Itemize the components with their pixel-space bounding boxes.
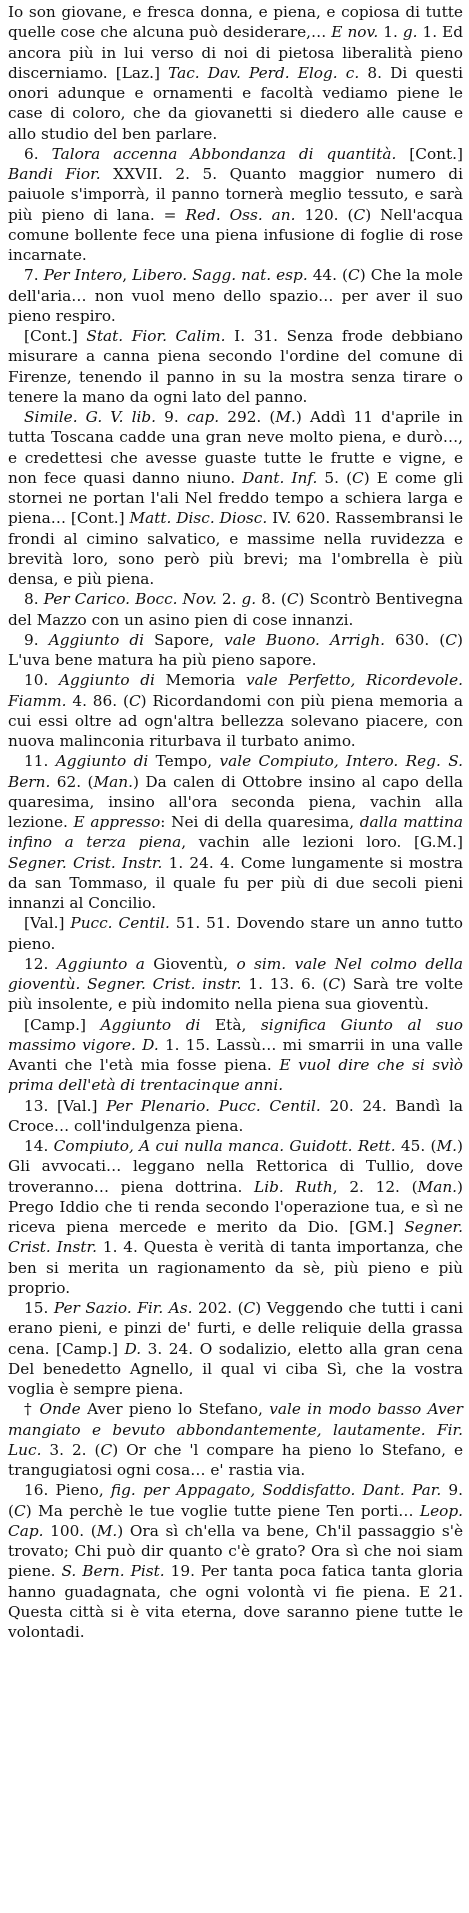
- entry-paragraph: 13. [Val.] Per Plenario. Pucc. Centil. 20. 24. Bandì la Croce… coll'indulgenza piena.: [8, 1096, 463, 1135]
- entry-paragraph: [Val.] Pucc. Centil. 51. 51. Dovendo stare un anno tutto pieno.: [8, 914, 463, 953]
- entry-paragraph: 10. Aggiunto di Memoria vale Perfetto, Ricordevole. Fiamm. 4. 86. (C) Ricordandomi con più piena memoria a cui essi oltre ad ogn'altra bellezza solevano piacere, con nuova malinconia riturbava il turbato animo.: [8, 671, 463, 750]
- entry-paragraph: 12. Aggiunto a Gioventù, o sim. vale Nel colmo della gioventù. Segner. Crist. instr. 1. 13. 6. (C) Sarà tre volte più insolente, e più indomito nella piena sua gioventù.: [8, 954, 464, 1014]
- entry-paragraph: 11. Aggiunto di Tempo, vale Compiuto, Intero. Reg. S. Bern. 62. (Man.) Da calen di Ottobre insino al capo della quaresima, insino all'ora seconda piena, vachin alla lezione. E appresso: Nei di della quaresima, dalla mattina infino a terza piena, vachin alle lezioni loro. [G.M.] Segner. Crist. Instr. 1. 24. 4. Come lungamente si mostra da san Tommaso, il quale fu per più di due secoli pieni innanzi al Concilio.: [8, 752, 464, 912]
- entry-paragraph: [Camp.] Aggiunto di Età, significa Giunto al suo massimo vigore. D. 1. 15. Lassù… mi smarrii in una valle Avanti che l'età mia fosse piena. E vuol dire che si svìò prima dell'età di trentacinque anni.: [8, 1015, 464, 1095]
- entry-paragraph: Simile. G. V. lib. 9. cap. 292. (M.) Addì 11 d'aprile in tutta Toscana cadde una gran neve molto piena, e durò…, e credettesi che avesse guaste tutte le frutte e vigne, e non fece quasi danno niuno. Dant. Inf. 5. (C) E come gli stornei ne portan l'ali Nel freddo tempo a schiera larga e piena… [Cont.] Matt. Disc. Diosc. IV. 620. Rassembransi le frondi al cimino salvatico, e massime nella ruvidezza e brevità loro, sono però più brevi; ma l'ombrella è più densa, e più piena.: [8, 408, 463, 588]
- entry-paragraph: Io son giovane, e fresca donna, e piena, e copiosa di tutte quelle cose che alcuna può desiderare,… E nov. 1. g. 1. Ed ancora più in lui verso di noi di pietosa liberalità pieno discerniamo. [Laz.] Tac. Dav. Perd. Elog. c. 8. Di questi onori adunque e ornamenti e facoltà vediamo piene le case di coloro, che da giovanetti si diedero alle cause e allo studio del ben parlare.: [8, 3, 464, 143]
- entry-paragraph: 6. Talora accenna Abbondanza di quantità. [Cont.] Bandi Fior. XXVII. 2. 5. Quanto maggior numero di paiuole s'imporrà, il panno tornerà meglio tessuto, e sarà più pieno di lana. = Red. Oss. an. 120. (C) Nell'acqua comune bollente fece una piena infusione di foglie di rose incarnate.: [8, 144, 463, 264]
- entry-paragraph: 8. Per Carico. Bocc. Nov. 2. g. 8. (C) Scontrò Bentivegna del Mazzo con un asino pien di cose innanzi.: [8, 590, 463, 629]
- entry-paragraph: 7. Per Intero, Libero. Sagg. nat. esp. 44. (C) Che la mole dell'aria… non vuol meno dello spazio… per aver il suo pieno respiro.: [8, 266, 463, 325]
- entry-paragraph: 14. Compiuto, A cui nulla manca. Guidott. Rett. 45. (M.) Gli avvocati… leggano nella Rettorica di Tullio, dove troveranno… piena dottrina. Lib. Ruth, 2. 12. (Man.) Prego Iddio che ti renda secondo l'operazione tua, e sì ne riceva piena mercede e merito da Dio. [GM.] Segner. Crist. Instr. 1. 4. Questa è verità di tanta importanza, che ben si merita un ragionamento da sè, più pieno e più proprio.: [8, 1137, 464, 1297]
- entry-paragraph: 15. Per Sazio. Fir. As. 202. (C) Veggendo che tutti i cani erano pieni, e pinzi de' furti, e delle reliquie della grassa cena. [Camp.] D. 3. 24. O sodalizio, eletto alla gran cena Del benedetto Agnello, il qual vi ciba Sì, che la vostra voglia è sempre piena.: [8, 1299, 463, 1398]
- entry-paragraph: [Cont.] Stat. Fior. Calim. I. 31. Senza frode debbiano misurare a canna piena secondo l'ordine del comune di Firenze, tenendo il panno in su la mostra senza tirare o tenere la mano da ogni lato del panno.: [8, 327, 464, 406]
- entry-paragraph: 9. Aggiunto di Sapore, vale Buono. Arrigh. 630. (C) L'uva bene matura ha più pieno sapore.: [8, 630, 463, 669]
- entry-paragraph: 16. Pieno, fig. per Appagato, Soddisfatto. Dant. Par. 9. (C) Ma perchè le tue voglie tutte piene Ten porti… Leop. Cap. 100. (M.) Ora sì ch'ella va bene, Ch'il passaggio s'è trovato; Chi può dir quanto c'è grato? Ora sì che noi siam piene. S. Bern. Pist. 19. Per tanta poca fatica tanta gloria hanno guadagnata, che ogni volontà vi fie piena. E 21. Questa città si è vita eterna, dove saranno piene tutte le volontadi.: [8, 1481, 464, 1641]
- entry-paragraph: † Onde Aver pieno lo Stefano, vale in modo basso Aver mangiato e bevuto abbondantemente, lautamente. Fir. Luc. 3. 2. (C) Or che 'l compare ha pieno lo Stefano, e trangugiatosi ogni cosa… e' rastia via.: [8, 1400, 463, 1479]
